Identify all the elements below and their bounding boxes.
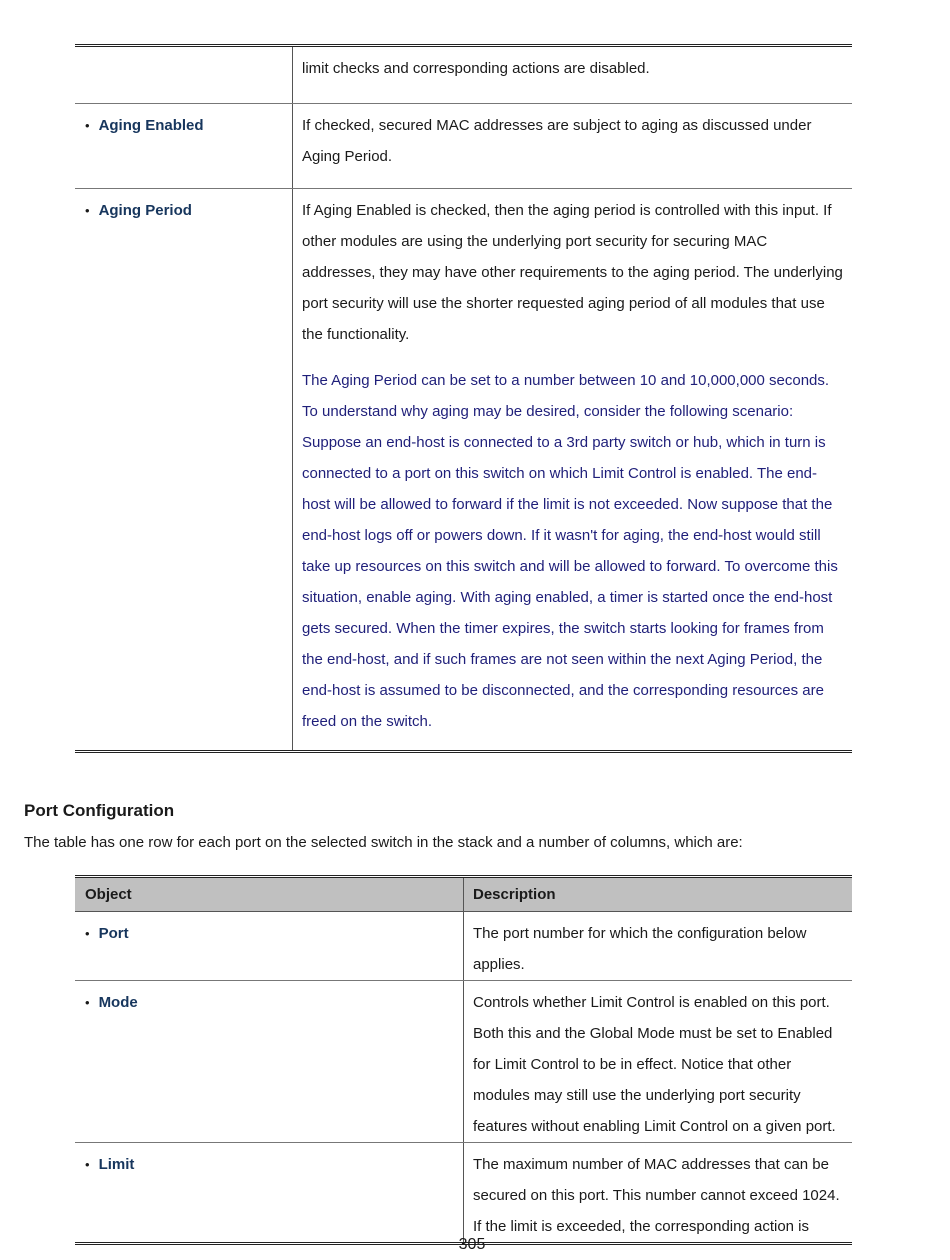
object-name: Port xyxy=(98,925,129,942)
object-name: Aging Enabled xyxy=(98,117,204,134)
description-text: The port number for which the configuration below applies. xyxy=(473,925,807,973)
description-cell xyxy=(464,981,853,1143)
note-text: The Aging Period can be set to a number between 10 and 10,000,000 seconds. To understand why aging may be desired, consider the following scenario: Suppose an end-host is connected to a 3rd party switch or hub, which in turn is connected to a port on this switch on which Limit Control is enabled. The end-host will be allowed to forward if the limit is not exceeded. Now suppose that the end-host logs off or powers down. If it wasn't for aging, the end-host would still take up resources on this switch and will be allowed to forward. To overcome this situation, enable aging. With aging enabled, a timer is started once the end-host gets secured. When the timer expires, the switch starts looking for frames from the end-host, and if such frames are not seen within the next Aging Period, the end-host is assumed to be disconnected, and the corresponding resources are freed on the switch. xyxy=(302,372,838,730)
bullet-icon: • xyxy=(85,203,90,218)
table-row xyxy=(75,104,852,189)
table-row xyxy=(75,46,852,104)
bullet-icon: • xyxy=(85,995,90,1010)
object-name: Limit xyxy=(98,1156,135,1173)
object-table-continued xyxy=(75,44,852,753)
table-row xyxy=(75,1143,852,1244)
table-row xyxy=(75,912,852,981)
object-cell xyxy=(75,189,293,752)
object-cell xyxy=(75,912,464,981)
object-cell xyxy=(75,1143,464,1244)
header-description: Description xyxy=(464,877,853,912)
description-cell xyxy=(293,46,853,104)
bullet-icon: • xyxy=(85,118,90,133)
port-configuration-table xyxy=(75,875,852,1245)
description-cell xyxy=(293,189,853,752)
description-text: If Aging Enabled is checked, then the aging period is controlled with this input. If other modules are using the underlying port security for securing MAC addresses, they may have other requirements to the aging period. The underlying port security will use the shorter requested aging period of all modules that use the functionality. xyxy=(302,202,843,343)
description-text: If checked, secured MAC addresses are subject to aging as discussed under Aging Period. xyxy=(302,117,812,165)
description-cell xyxy=(464,1143,853,1244)
object-name: Aging Period xyxy=(98,202,192,219)
header-object: Object xyxy=(75,877,464,912)
bullet-icon: • xyxy=(85,926,90,941)
table-row xyxy=(75,189,852,752)
bullet-icon: • xyxy=(85,1157,90,1172)
table-row xyxy=(75,981,852,1143)
object-cell xyxy=(75,46,293,104)
description-cell xyxy=(464,912,853,981)
description-text: limit checks and corresponding actions are disabled. xyxy=(302,60,650,77)
description-text: The maximum number of MAC addresses that can be secured on this port. This number cannot exceed 1024. If the limit is exceeded, the corresponding action is xyxy=(473,1156,840,1235)
object-cell xyxy=(75,104,293,189)
section-intro: The table has one row for each port on the selected switch in the stack and a number of columns, which are: xyxy=(24,834,743,851)
object-cell xyxy=(75,981,464,1143)
section-title: Port Configuration xyxy=(24,801,175,820)
object-name: Mode xyxy=(98,994,138,1011)
description-text: Controls whether Limit Control is enabled on this port. Both this and the Global Mode must be set to Enabled for Limit Control to be in effect. Notice that other modules may still use the underlying port security features without enabling Limit Control on a given port. xyxy=(473,994,836,1135)
table-header-row xyxy=(75,877,852,912)
description-cell xyxy=(293,104,853,189)
page-number: 305 xyxy=(458,1236,486,1253)
